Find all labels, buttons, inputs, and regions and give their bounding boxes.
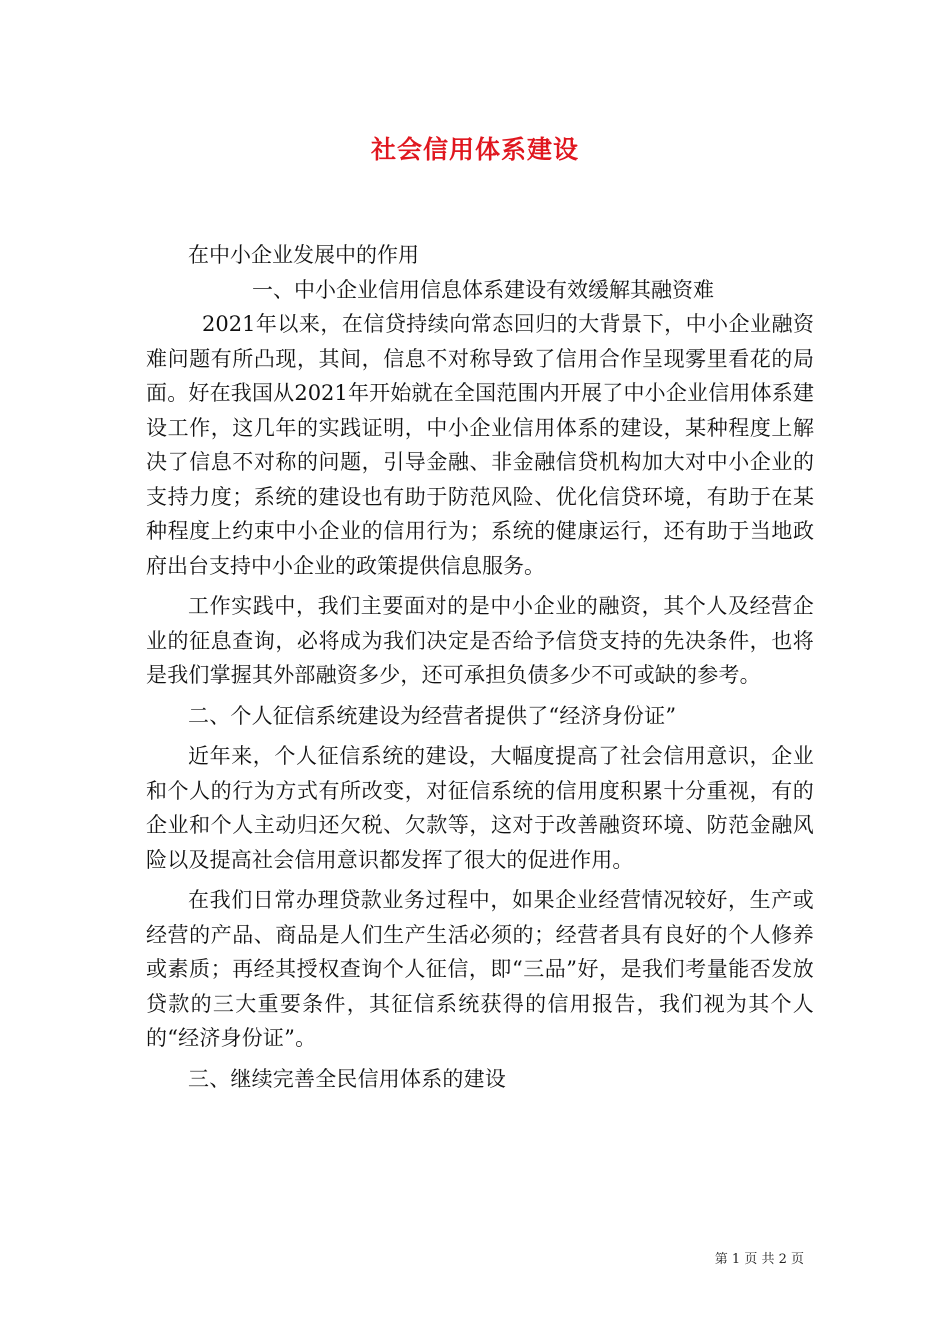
paragraph-4: 在我们日常办理贷款业务过程中，如果企业经营情况较好，生产或经营的产品、商品是人们生产生活必须的；经营者具有良好的个人修养或素质；再经其授权查询个人征信，即“三品”好，是我们考量能否发放贷款的三大重要条件，其征信系统获得的信用报告，我们视为其个人的“经济身份证”。 xyxy=(146,888,814,1050)
page-number: 第 1 页 共 2 页 xyxy=(714,1252,804,1267)
paragraph-2: 工作实践中，我们主要面对的是中小企业的融资，其个人及经营企业的征息查询，必将成为我们决定是否给予信贷支持的先决条件，也将是我们掌握其外部融资多少，还可承担负债多少不可或缺的参考。 xyxy=(146,594,814,687)
paragraph-1: 2021年以来，在信贷持续向常态回归的大背景下，中小企业融资难问题有所凸现，其间，信息不对称导致了信用合作呈现雾里看花的局面。好在我国从2021年开始就在全国范围内开展了中小企业信用体系建设工作，这几年的实践证明，中小企业信用体系的建设，某种程度上解决了信息不对称的问题，引导金融、非金融信贷机构加大对中小企业的支持力度；系统的建设也有助于防范风险、优化信贷环境，有助于在某种程度上约束中小企业的信用行为；系统的健康运行，还有助于当地政府出台支持中小企业的政策提供信息服务。 xyxy=(146,312,814,578)
document-body xyxy=(146,238,814,1096)
section-heading-1: 一、中小企业信用信息体系建设有效缓解其融资难 xyxy=(252,277,714,302)
document-subtitle: 在中小企业发展中的作用 xyxy=(188,243,419,267)
section-heading-2: 二、个人征信系统建设为经营者提供了“经济身份证” xyxy=(188,703,677,728)
paragraph-3: 近年来，个人征信系统的建设，大幅度提高了社会信用意识，企业和个人的行为方式有所改变，对征信系统的信用度积累十分重视，有的企业和个人主动归还欠税、欠款等，这对于改善融资环境、防范金融风险以及提高社会信用意识都发挥了很大的促进作用。 xyxy=(146,744,814,872)
document-title: 社会信用体系建设 xyxy=(370,135,579,164)
section-heading-3: 三、继续完善全民信用体系的建设 xyxy=(188,1066,506,1091)
